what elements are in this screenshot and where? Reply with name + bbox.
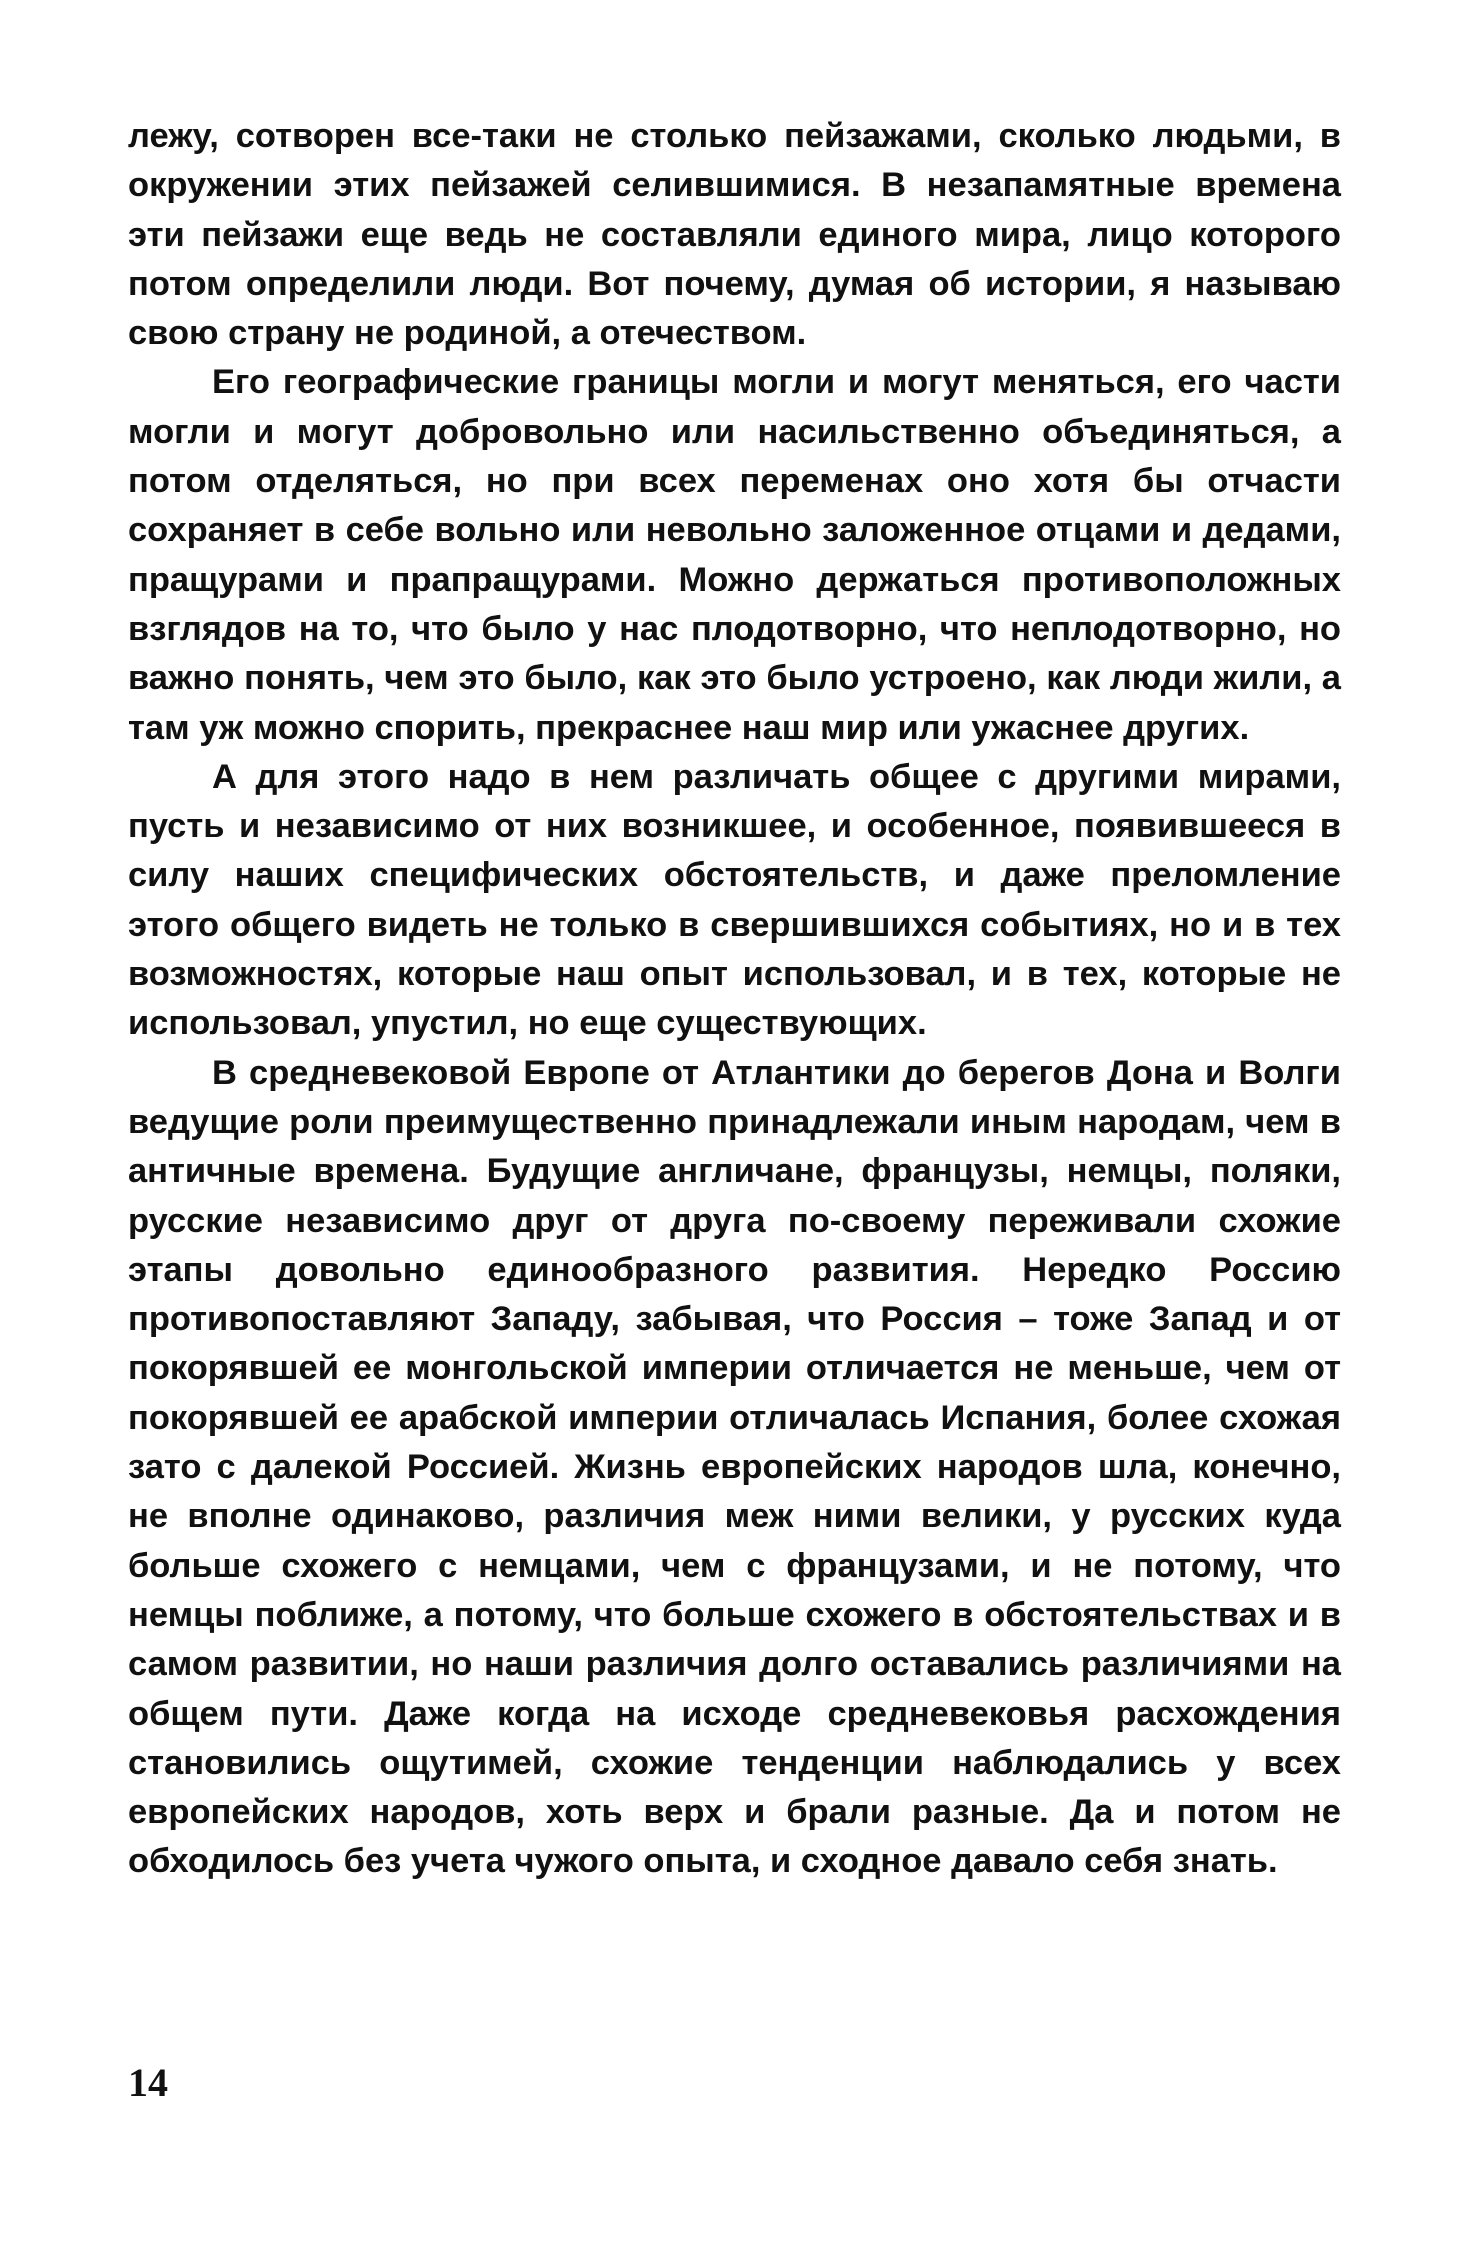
page-body (128, 112, 1341, 1887)
paragraph-1: лежу, сотворен все-таки не столько пейзажами, сколько людьми, в окружении этих пейзажей селившимися. В незапамятные времена эти пейзажи еще ведь не составляли единого мира, лицо которого потом определили люди. Вот почему, думая об истории, я называю свою страну не родиной, а отечеством. (128, 117, 1341, 353)
paragraph-3: А для этого надо в нем различать общее с другими мирами, пусть и независимо от них возникшее, и особенное, появившееся в силу наших специфических обстоятельств, и даже преломление этого общего видеть не только в свершившихся событиях, но и в тех возможностях, которые наш опыт использовал, и в тех, которые не использовал, упустил, но еще существующих. (128, 757, 1341, 1043)
page-number: 14 (128, 2060, 168, 2105)
paragraph-2: Его географические границы могли и могут меняться, его части могли и могут добровольно или насильственно объединяться, а потом отделяться, но при всех переменах оно хотя бы отчасти сохраняет в себе вольно или невольно заложенное отцами и дедами, пращурами и прапращурами. Можно держаться противоположных взглядов на то, что было у нас плодотворно, что неплодотворно, но важно понять, чем это было, как это было устроено, как люди жили, а там уж можно спорить, прекраснее наш мир или ужаснее других. (128, 363, 1341, 747)
paragraph-4: В средневековой Европе от Атлантики до берегов Дона и Волги ведущие роли преимущественно принадлежали иным народам, чем в античные времена. Будущие англичане, французы, немцы, поляки, русские независимо друг от друга по-своему переживали схожие этапы довольно единообразного развития. Нередко Россию противопоставляют Западу, забывая, что Россия – тоже Запад и от покорявшей ее монгольской империи отличается не меньше, чем от покорявшей ее арабской империи отличалась Испания, более схожая зато с далекой Россией. Жизнь европейских народов шла, конечно, не вполне одинаково, различия меж ними велики, у русских куда больше схожего с немцами, чем с французами, и не потому, что немцы поближе, а потому, что больше схожего в обстоятельствах и в самом развитии, но наши различия долго оставались различиями на общем пути. Даже когда на исходе средневековья расхождения становились ощутимей, схожие тенденции наблюдались у всех европейских народов, хоть верх и брали разные. Да и потом не обходилось без учета чужого опыта, и сходное давало себя знать. (128, 1053, 1341, 1881)
